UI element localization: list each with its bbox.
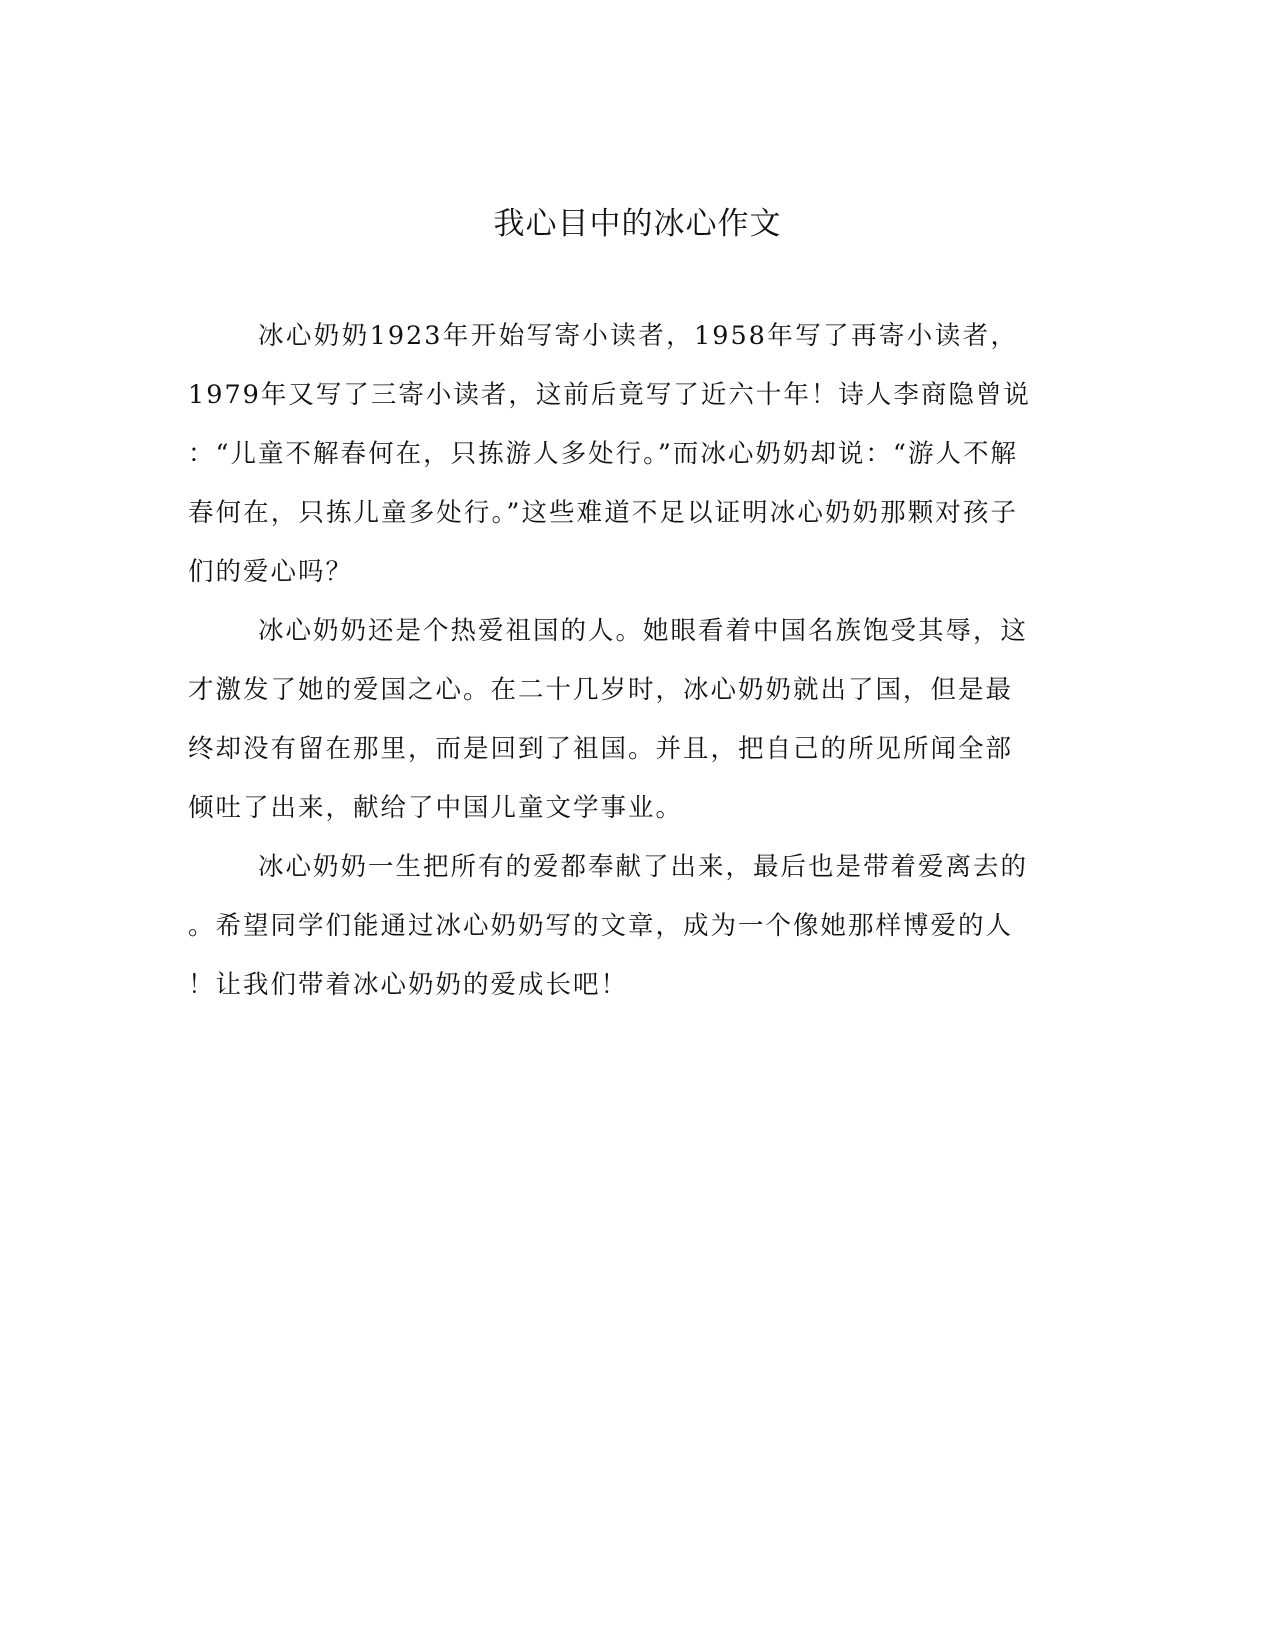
- paragraph-3-line-2: 。希望同学们能通过冰心奶奶写的文章，成为一个像她那样博爱的人: [188, 911, 1014, 941]
- paragraph-1-line-2: 1979年又写了三寄小读者，这前后竟写了近六十年！诗人李商隐曾说: [188, 380, 1031, 410]
- paragraph-1-line-1: 冰心奶奶1923年开始写寄小读者，1958年写了再寄小读者，: [258, 321, 1018, 351]
- paragraph-3-line-3: ！让我们带着冰心奶奶的爱成长吧！: [188, 970, 629, 1000]
- document-title: 我心目中的冰心作文: [493, 206, 782, 242]
- paragraph-3-line-1: 冰心奶奶一生把所有的爱都奉献了出来，最后也是带着爱离去的: [258, 852, 1029, 882]
- paragraph-1-line-3: ：“儿童不解春何在，只拣游人多处行。”而冰心奶奶却说：“游人不解: [188, 439, 1018, 469]
- paragraph-2-line-2: 才激发了她的爱国之心。在二十几岁时，冰心奶奶就出了国，但是最: [188, 675, 1014, 705]
- paragraph-1-line-5: 们的爱心吗？: [188, 557, 354, 587]
- paragraph-2-line-1: 冰心奶奶还是个热爱祖国的人。她眼看着中国名族饱受其辱，这: [258, 616, 1029, 646]
- paragraph-2-line-4: 倾吐了出来，献给了中国儿童文学事业。: [188, 793, 684, 823]
- paragraph-1-line-4: 春何在，只拣儿童多处行。”这些难道不足以证明冰心奶奶那颗对孩子: [188, 498, 1018, 528]
- paragraph-2-line-3: 终却没有留在那里，而是回到了祖国。并且，把自己的所见所闻全部: [188, 734, 1014, 764]
